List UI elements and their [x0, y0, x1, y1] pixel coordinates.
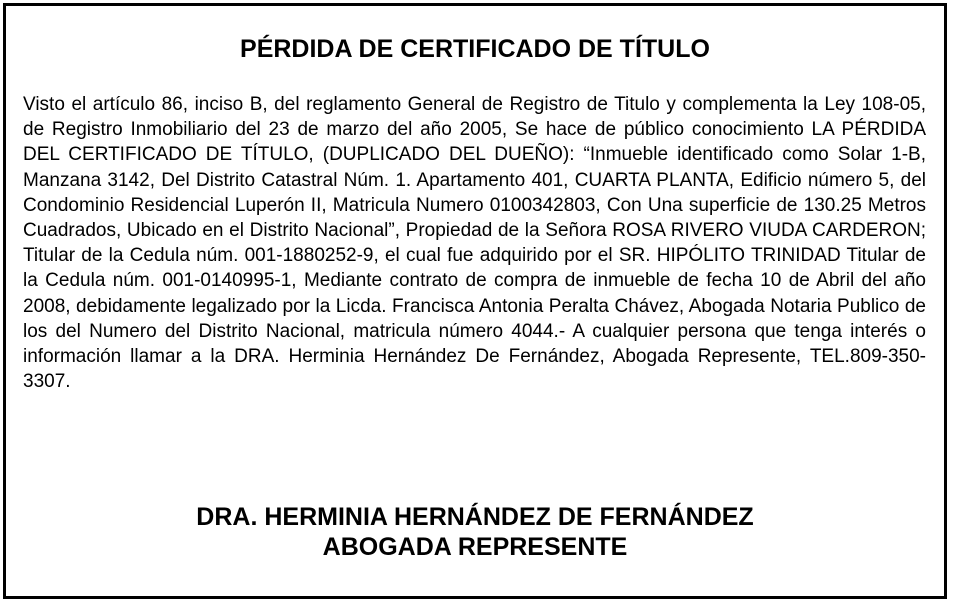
notice-frame: [3, 3, 947, 599]
signature-block: [6, 502, 944, 562]
notice-body-text: Visto el artículo 86, inciso B, del reglamento General de Registro de Titulo y complementa la Ley 108-05, de Registro Inmobiliario del 23 de marzo del año 2005, Se hace de público conocimiento LA PÉRDIDA DEL CERTIFICADO DE TÍTULO, (DUPLICADO DEL DUEÑO): “Inmueble identificado como Solar 1-B, Manzana 3142, Del Distrito Catastral Núm. 1. Apartamento 401, CUARTA PLANTA, Edificio número 5, del Condominio Residencial Luperón II, Matricula Numero 0100342803, Con Una superficie de 130.25 Metros Cuadrados, Ubicado en el Distrito Nacional”, Propiedad de la Señora ROSA RIVERO VIUDA CARDERON; Titular de la Cedula núm. 001-1880252-9, el cual fue adquirido por el SR. HIPÓLITO TRINIDAD Titular de la Cedula núm. 001-0140995-1, Mediante contrato de compra de inmueble de fecha 10 de Abril del año 2008, debidamente legalizado por la Licda. Francisca Antonia Peralta Chávez, Abogada Notaria Publico de los del Numero del Distrito Nacional, matricula número 4044.- A cualquier persona que tenga interés o información llamar a la DRA. Herminia Hernández De Fernández, Abogada Represente, TEL.809-350-3307.: [23, 94, 926, 393]
notice-title: PÉRDIDA DE CERTIFICADO DE TÍTULO: [240, 35, 710, 63]
signature-name: DRA. HERMINIA HERNÁNDEZ DE FERNÁNDEZ: [196, 503, 754, 531]
signature-role: ABOGADA REPRESENTE: [322, 533, 628, 561]
